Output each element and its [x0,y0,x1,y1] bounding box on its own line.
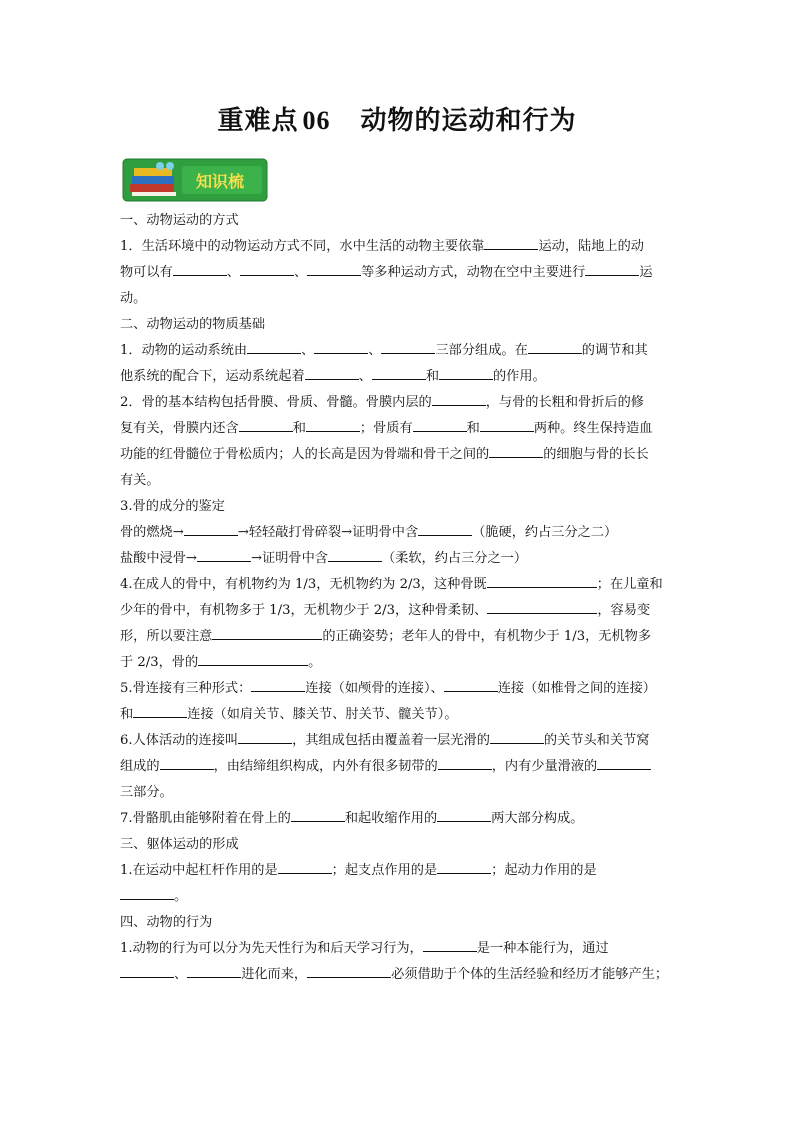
text-line: 4.在成人的骨中，有机物约为 1/3，无机物约为 2/3，这种骨既 ；在儿童和 [120,572,676,598]
section-heading: 一、动物运动的方式 [120,213,239,228]
fill-blank[interactable] [413,417,467,432]
fill-blank[interactable] [597,755,651,770]
fill-blank[interactable] [528,339,582,354]
document-body [120,208,676,988]
knowledge-badge [122,158,268,202]
text-line: 5.骨连接有三种形式： 连接（如颅骨的连接）、 连接（如椎骨之间的连接） [120,676,676,702]
text-line: 和 连接（如肩关节、膝关节、肘关节、髋关节）。 [120,702,676,728]
fill-blank[interactable] [251,677,305,692]
fill-blank[interactable] [160,755,214,770]
fill-blank[interactable] [240,261,294,276]
fill-blank[interactable] [487,573,597,588]
text-line: 骨的燃烧→ →轻轻敲打骨碎裂→证明骨中含 （脆硬，约占三分之二） [120,520,676,546]
text-line: 动。 [120,291,147,306]
section-heading: 四、动物的行为 [120,915,213,930]
fill-blank[interactable] [490,729,544,744]
section-heading: 三、躯体运动的形成 [120,837,239,852]
text-line: 物可以有 、 、 等多种运动方式，动物在空中主要进行 运 [120,260,676,286]
fill-blank[interactable] [381,339,435,354]
fill-blank[interactable] [423,937,477,952]
fill-blank[interactable] [133,703,187,718]
text-line: 有关。 [120,473,160,488]
fill-blank[interactable] [173,261,227,276]
text-line: 少年的骨中，有机物多于 1/3，无机物少于 2/3，这种骨柔韧、 ，容易变 [120,598,676,624]
badge-label: 知识梳 [196,172,245,191]
fill-blank[interactable] [184,521,238,536]
fill-blank[interactable] [238,729,292,744]
fill-blank[interactable] [328,547,382,562]
text-line: 三部分。 [120,785,173,800]
fill-blank[interactable] [437,859,491,874]
text-line: 他系统的配合下，运动系统起着 、 和 的作用。 [120,364,676,390]
text-line: 1．动物的运动系统由 、 、 三部分组成。在 的调节和其 [120,338,676,364]
fill-blank[interactable] [418,521,472,536]
title-subtitle: 动物的运动和行为 [360,106,577,136]
fill-blank[interactable] [212,625,322,640]
fill-blank[interactable] [198,651,308,666]
title-number: 06 [302,106,331,135]
fill-blank[interactable] [314,339,368,354]
fill-blank[interactable] [120,885,174,900]
text-line: 3.骨的成分的鉴定 [120,499,225,514]
text-line: 形，所以要注意 的正确姿势；老年人的骨中，有机物少于 1/3，无机物多 [120,624,676,650]
page-title [0,100,794,137]
text-line: 6.人体活动的连接叫 ，其组成包括由覆盖着一层光滑的 的关节头和关节窝 [120,728,676,754]
fill-blank[interactable] [585,261,639,276]
fill-blank[interactable] [437,807,491,822]
text-line: 盐酸中浸骨→ →证明骨中含 （柔软，约占三分之一） [120,546,676,572]
fill-blank[interactable] [432,391,486,406]
section-heading: 二、动物运动的物质基础 [120,317,266,332]
fill-blank[interactable] [484,235,538,250]
fill-blank[interactable] [438,755,492,770]
fill-blank[interactable] [247,339,301,354]
text-line: 1．生活环境中的动物运动方式不同，水中生活的动物主要依靠 运动，陆地上的动 [120,234,676,260]
text-line: 1.在运动中起杠杆作用的是 ；起支点作用的是 ；起动力作用的是 [120,858,676,884]
text-line: 7.骨骼肌由能够附着在骨上的 和起收缩作用的 两大部分构成。 [120,806,676,832]
text-line: 组成的 ，由结缔组织构成，内外有很多韧带的 ，内有少量滑液的 [120,754,676,780]
fill-blank[interactable] [291,807,345,822]
fill-blank[interactable] [120,963,174,978]
fill-blank[interactable] [278,859,332,874]
fill-blank[interactable] [307,261,361,276]
fill-blank[interactable] [305,365,359,380]
text-line: 。 [120,884,676,910]
text-line: 复有关，骨膜内还含 和 ；骨质有 和 两种。终生保持造血 [120,416,676,442]
fill-blank[interactable] [307,963,391,978]
text-line: 、 进化而来， 必须借助于个体的生活经验和经历才能够产生； [120,962,676,988]
fill-blank[interactable] [239,417,293,432]
text-line: 1.动物的行为可以分为先天性行为和后天学习行为， 是一种本能行为，通过 [120,936,676,962]
fill-blank[interactable] [480,417,534,432]
fill-blank[interactable] [489,443,543,458]
fill-blank[interactable] [187,963,241,978]
fill-blank[interactable] [487,599,597,614]
text-line: 于 2/3，骨的 。 [120,650,676,676]
text-line: 功能的红骨髓位于骨松质内；人的长高是因为骨端和骨干之间的 的细胞与骨的长长 [120,442,676,468]
fill-blank[interactable] [444,677,498,692]
fill-blank[interactable] [439,365,493,380]
fill-blank[interactable] [306,417,360,432]
title-prefix: 重难点 [217,106,299,136]
text-line: 2．骨的基本结构包括骨膜、骨质、骨髓。骨膜内层的 ，与骨的长粗和骨折后的修 [120,390,676,416]
fill-blank[interactable] [197,547,251,562]
fill-blank[interactable] [372,365,426,380]
